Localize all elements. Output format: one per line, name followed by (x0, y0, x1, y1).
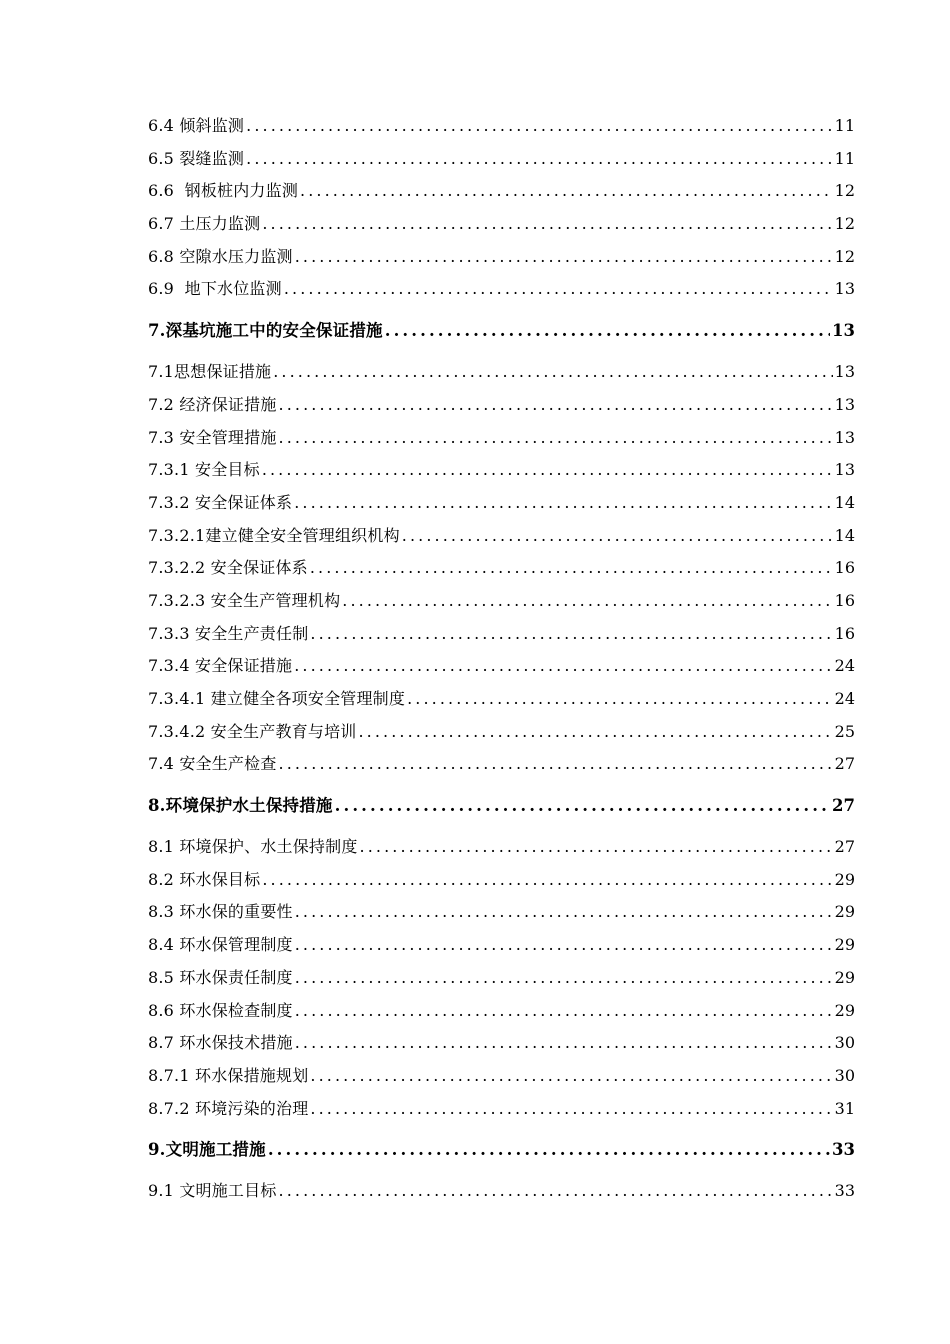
dot-leader (294, 650, 832, 683)
toc-entry[interactable] (148, 520, 855, 553)
toc-entry[interactable] (148, 929, 855, 962)
toc-entry-label: 6.6 钢板桩内力监测 (148, 181, 299, 201)
toc-entry[interactable] (148, 552, 855, 585)
toc-entry[interactable] (148, 110, 855, 143)
dot-leader (295, 929, 833, 962)
dot-leader (310, 1093, 832, 1126)
toc-entry-page: 16 (834, 623, 855, 643)
toc-entry[interactable] (148, 454, 855, 487)
toc-entry[interactable] (148, 716, 855, 749)
dot-leader (310, 1060, 832, 1093)
toc-entry-label: 7.3.2 安全保证体系 (148, 492, 293, 512)
dot-leader (295, 1027, 833, 1060)
toc-entry-page: 14 (834, 525, 855, 545)
toc-entry-page: 11 (834, 148, 855, 168)
dot-leader (284, 273, 833, 306)
toc-entry[interactable] (148, 585, 855, 618)
toc-entry-page: 27 (834, 837, 855, 857)
dot-leader (300, 175, 833, 208)
toc-entry-page: 33 (832, 1140, 855, 1160)
toc-entry-page: 29 (834, 967, 855, 987)
toc-entry[interactable] (148, 487, 855, 520)
toc-entry-label: 7.3.4.2 安全生产教育与培训 (148, 721, 357, 741)
table-of-contents (148, 110, 855, 1208)
dot-leader (360, 831, 833, 864)
dot-leader (402, 520, 833, 553)
toc-entry-page: 30 (834, 1065, 855, 1085)
toc-entry[interactable] (148, 273, 855, 306)
toc-entry-page: 24 (834, 689, 855, 708)
toc-entry-page: 13 (834, 460, 855, 480)
toc-entry-label: 7.1思想保证措施 (148, 362, 272, 382)
toc-entry-page: 27 (832, 796, 855, 816)
toc-entry[interactable] (148, 683, 855, 716)
toc-chapter-entry[interactable] (148, 306, 855, 356)
dot-leader (295, 962, 833, 995)
toc-entry-label: 6.8 空隙水压力监测 (148, 246, 293, 266)
toc-chapter-entry[interactable] (148, 781, 855, 831)
toc-entry-label: 9.1 文明施工目标 (148, 1181, 277, 1201)
toc-entry-page: 25 (834, 721, 855, 741)
dot-leader (335, 781, 830, 831)
toc-entry[interactable] (148, 1060, 855, 1093)
toc-entry-label: 8.6 环水保检查制度 (148, 1000, 293, 1020)
toc-entry[interactable] (148, 995, 855, 1028)
toc-entry[interactable] (148, 896, 855, 929)
toc-entry[interactable] (148, 241, 855, 274)
toc-entry-label: 8.7.2 环境污染的治理 (148, 1098, 309, 1118)
dot-leader (279, 1175, 833, 1208)
toc-entry-page: 16 (834, 590, 855, 610)
dot-leader (279, 422, 833, 455)
toc-entry-label: 7.3.3 安全生产责任制 (148, 623, 309, 643)
dot-leader (262, 864, 832, 897)
toc-entry[interactable] (148, 208, 855, 241)
toc-chapter-entry[interactable] (148, 1125, 855, 1175)
toc-entry-page: 13 (832, 321, 855, 341)
toc-entry[interactable] (148, 962, 855, 995)
toc-entry-page: 33 (834, 1181, 855, 1201)
dot-leader (246, 143, 833, 176)
toc-entry-label: 6.5 裂缝监测 (148, 148, 245, 168)
toc-entry[interactable] (148, 1093, 855, 1126)
dot-leader (295, 241, 833, 274)
toc-entry-label: 8.7.1 环水保措施规划 (148, 1065, 309, 1085)
toc-entry[interactable] (148, 389, 855, 422)
toc-entry-label: 7.3.2.3 安全生产管理机构 (148, 590, 341, 610)
toc-entry[interactable] (148, 1175, 855, 1208)
toc-entry[interactable] (148, 143, 855, 176)
toc-entry-page: 13 (834, 394, 855, 414)
dot-leader (385, 306, 830, 356)
toc-entry[interactable] (148, 356, 855, 389)
dot-leader (273, 356, 832, 389)
toc-entry-page: 13 (834, 427, 855, 447)
dot-leader (295, 896, 833, 929)
toc-entry-page: 16 (834, 558, 855, 578)
toc-entry-page: 13 (834, 362, 855, 382)
toc-entry-page: 13 (834, 279, 855, 299)
toc-entry-label: 8.3 环水保的重要性 (148, 902, 293, 922)
toc-entry-label: 7.3.2.2 安全保证体系 (148, 558, 308, 578)
dot-leader (294, 487, 832, 520)
toc-entry-page: 29 (834, 869, 855, 889)
toc-entry-label: 7.3 安全管理措施 (148, 427, 277, 447)
toc-entry[interactable] (148, 831, 855, 864)
dot-leader (295, 995, 833, 1028)
toc-entry-page: 12 (834, 246, 855, 266)
toc-entry-page: 31 (834, 1098, 855, 1118)
dot-leader (342, 585, 832, 618)
toc-entry[interactable] (148, 864, 855, 897)
toc-entry-page: 11 (834, 116, 855, 135)
dot-leader (262, 454, 833, 487)
toc-entry-page: 29 (834, 935, 855, 955)
dot-leader (358, 716, 832, 749)
toc-entry[interactable] (148, 175, 855, 208)
toc-entry-label: 7.2 经济保证措施 (148, 394, 277, 414)
toc-entry-page: 12 (834, 181, 855, 201)
dot-leader (279, 748, 833, 781)
toc-entry-label: 6.9 地下水位监测 (148, 279, 282, 299)
toc-entry-page: 29 (834, 1000, 855, 1020)
toc-entry[interactable] (148, 650, 855, 683)
toc-entry-page: 30 (834, 1033, 855, 1053)
dot-leader (279, 389, 833, 422)
toc-entry-page: 29 (834, 902, 855, 922)
toc-chapter-label: 9.文明施工措施 (148, 1140, 266, 1160)
toc-entry-label: 6.7 土压力监测 (148, 214, 261, 234)
toc-entry-page: 24 (834, 656, 855, 676)
toc-entry-page: 14 (834, 492, 855, 512)
toc-entry-label: 6.4 倾斜监测 (148, 116, 245, 135)
dot-leader (310, 618, 832, 651)
toc-entry[interactable] (148, 618, 855, 651)
toc-entry-label: 8.7 环水保技术措施 (148, 1033, 293, 1053)
toc-entry-label: 7.3.1 安全目标 (148, 460, 260, 480)
dot-leader (268, 1125, 830, 1175)
toc-entry[interactable] (148, 1027, 855, 1060)
toc-entry-page: 12 (834, 214, 855, 234)
toc-entry-label: 8.2 环水保目标 (148, 869, 261, 889)
toc-entry-label: 8.5 环水保责任制度 (148, 967, 293, 987)
dot-leader (407, 683, 833, 716)
toc-entry-label: 8.4 环水保管理制度 (148, 935, 293, 955)
toc-chapter-label: 7.深基坑施工中的安全保证措施 (148, 321, 383, 341)
dot-leader (246, 110, 833, 143)
toc-entry[interactable] (148, 748, 855, 781)
toc-entry-label: 7.3.4 安全保证措施 (148, 656, 293, 676)
toc-entry-label: 8.1 环境保护、水土保持制度 (148, 837, 358, 857)
toc-entry-page: 27 (834, 754, 855, 774)
toc-chapter-label: 8.环境保护水土保持措施 (148, 796, 333, 816)
toc-entry-label: 7.3.4.1 建立健全各项安全管理制度 (148, 689, 406, 708)
toc-entry-label: 7.4 安全生产检查 (148, 754, 277, 774)
dot-leader (262, 208, 832, 241)
toc-entry[interactable] (148, 422, 855, 455)
dot-leader (310, 552, 833, 585)
toc-entry-label: 7.3.2.1建立健全安全管理组织机构 (148, 525, 400, 545)
